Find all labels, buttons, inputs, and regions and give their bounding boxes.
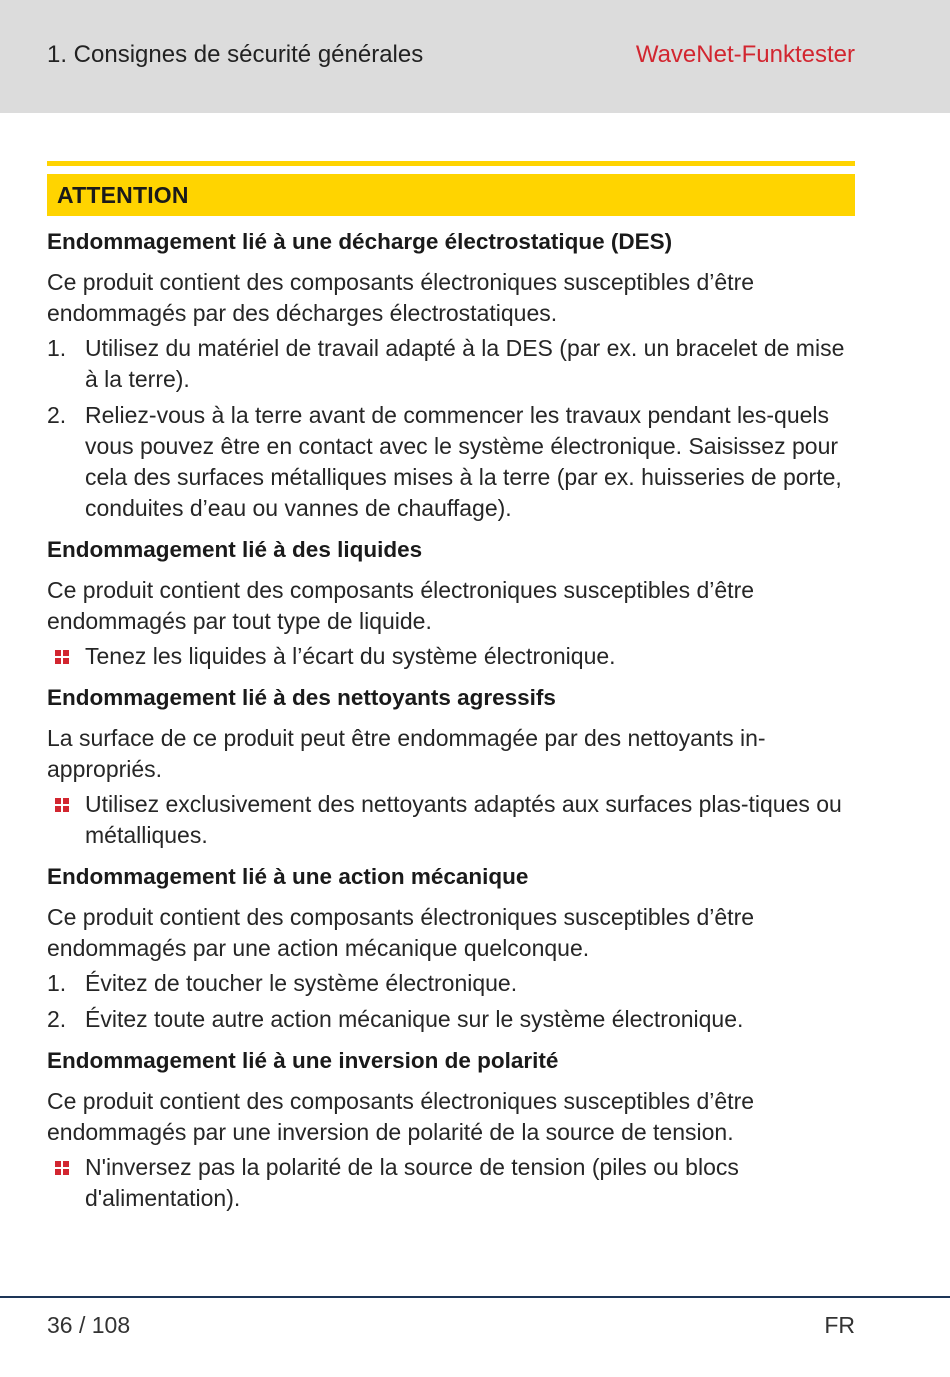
bullet-square: [63, 1161, 69, 1167]
list-item-text: N'inversez pas la polarité de la source de tension (piles ou blocs d'alimentation).: [85, 1154, 739, 1211]
section-heading: Endommagement lié à une décharge électrostatique (DES): [47, 229, 673, 254]
bullet-square: [63, 806, 69, 812]
list-item: [47, 1004, 855, 1035]
list-item: [47, 1152, 855, 1214]
bullet-square: [55, 650, 61, 656]
section-paragraph: Ce produit contient des composants électroniques susceptibles d’être endommagés par une action mécanique quelconque.: [47, 904, 755, 961]
list-item: [47, 789, 855, 851]
bullet-square: [55, 798, 61, 804]
list-number: 1.: [47, 335, 67, 361]
bullet-list: [47, 1152, 855, 1214]
list-item-text: Utilisez du matériel de travail adapté à la DES (par ex. un bracelet de mise à la terre).: [85, 335, 845, 392]
list-item-text: Évitez de toucher le système électronique.: [85, 970, 518, 996]
list-item: [47, 400, 855, 524]
bullet-square: [63, 1169, 69, 1175]
list-item: [47, 968, 855, 999]
list-number: 2.: [47, 1006, 67, 1032]
product-name: WaveNet-Funktester: [635, 41, 855, 68]
list-item-text: Reliez-vous à la terre avant de commencer les travaux pendant les-quels vous pouvez être en contact avec le système électronique. Saisissez pour cela des surfaces métalliques mises à la terre (par ex. huisseries de porte, conduites d’eau ou vannes de chauffage).: [85, 402, 842, 521]
footer-rule: [0, 1296, 950, 1298]
list-item-text: Évitez toute autre action mécanique sur le système électronique.: [85, 1006, 744, 1032]
page-number: 36 / 108: [47, 1312, 131, 1338]
bullet-square: [55, 1169, 61, 1175]
page-header: [0, 0, 950, 113]
section-paragraph: Ce produit contient des composants électroniques susceptibles d’être endommagés par tout type de liquide.: [47, 577, 755, 634]
list-number: 1.: [47, 970, 67, 996]
bullet-square: [63, 650, 69, 656]
red-bullet-icon: [47, 641, 85, 672]
section-heading: Endommagement lié à une action mécanique: [47, 864, 529, 889]
bullet-square: [63, 798, 69, 804]
attention-banner: [47, 174, 855, 216]
section-paragraph: Ce produit contient des composants électroniques susceptibles d’être endommagés par une inversion de polarité de la source de tension.: [47, 1088, 755, 1145]
bullet-square: [63, 658, 69, 664]
bullet-list: [47, 641, 855, 672]
section-paragraph: La surface de ce produit peut être endommagée par des nettoyants in-appropriés.: [47, 725, 766, 782]
bullet-square: [55, 1161, 61, 1167]
bullet-list: [47, 789, 855, 851]
bullet-square: [55, 658, 61, 664]
section-heading: Endommagement lié à des liquides: [47, 537, 423, 562]
section-heading: Endommagement lié à une inversion de polarité: [47, 1048, 559, 1073]
numbered-list: [47, 968, 855, 1035]
red-bullet-icon: [47, 789, 85, 820]
section-paragraph: Ce produit contient des composants électroniques susceptibles d’être endommagés par des décharges électrostatiques.: [47, 269, 755, 326]
attention-label: ATTENTION: [57, 181, 189, 208]
numbered-list: [47, 333, 855, 524]
red-bullet-icon: [47, 1152, 85, 1183]
language-code: FR: [824, 1312, 855, 1338]
list-item-text: Utilisez exclusivement des nettoyants adaptés aux surfaces plas-tiques ou métalliques.: [85, 791, 842, 848]
page-content: [47, 161, 855, 1219]
safety-sections: [47, 227, 855, 1214]
list-number: 2.: [47, 402, 67, 428]
section-title: 1. Consignes de sécurité générales: [47, 41, 424, 68]
list-item-text: Tenez les liquides à l’écart du système électronique.: [85, 643, 616, 669]
list-item: [47, 333, 855, 395]
section-heading: Endommagement lié à des nettoyants agressifs: [47, 685, 556, 710]
list-item: [47, 641, 855, 672]
bullet-square: [55, 806, 61, 812]
attention-top-rule: [47, 161, 855, 166]
